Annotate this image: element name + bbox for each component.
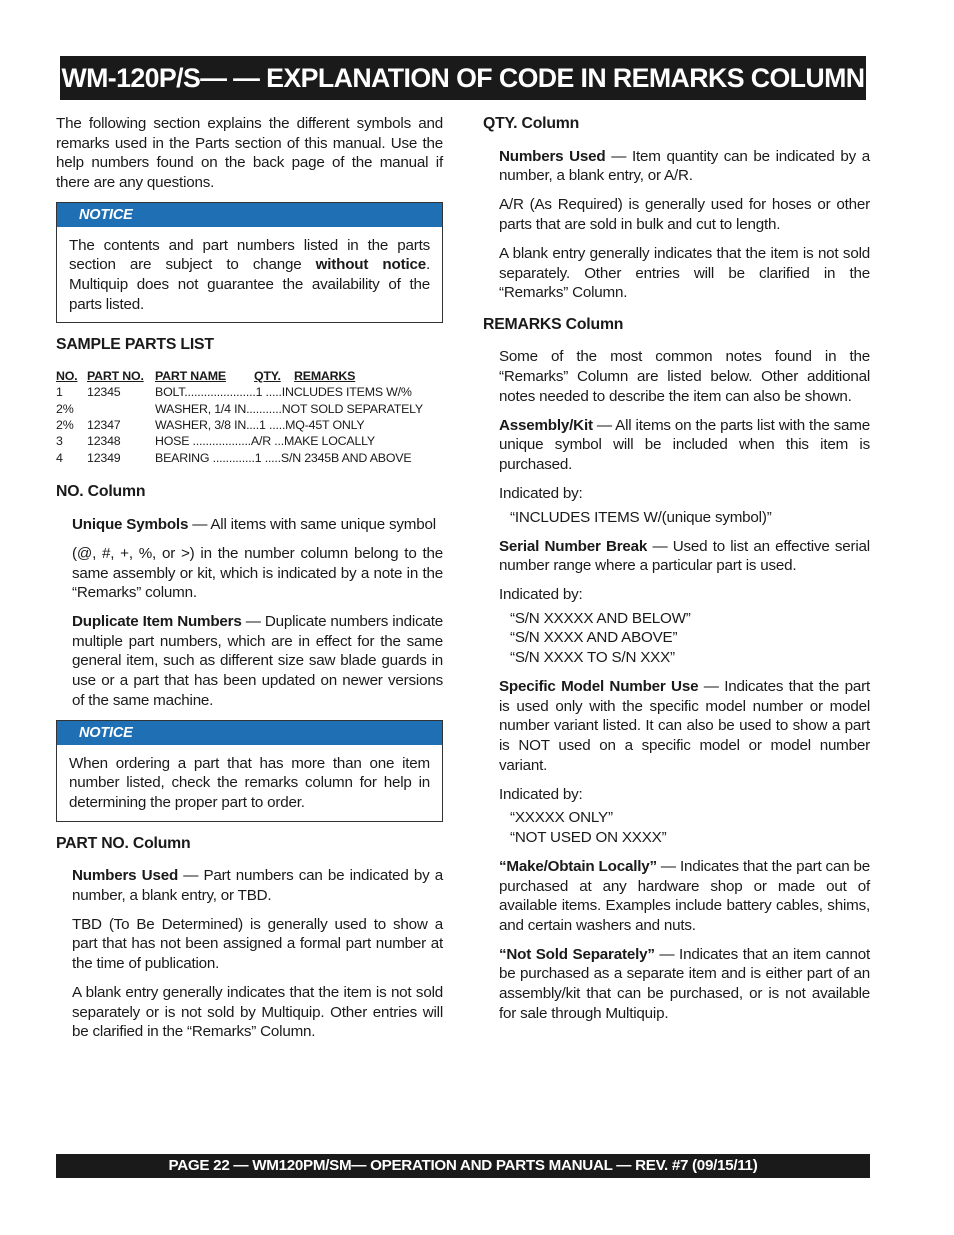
term-text: — Used to list an effective serial number range where a particular part is used. [499,537,870,575]
term-text: — Indicates that the part is used only with the specific model number or model number variant listed. It can also be used to show a part is NOT used on a specific model or model number variant. [499,678,870,774]
notice-text: When ordering a part that has more than one item number listed, check the remarks column for help in determining the proper part to order. [69,754,430,811]
right-column [483,114,870,1033]
term-label: Specific Model Number Use [499,678,699,696]
unique-symbols-paragraph [72,515,443,535]
example-text: “S/N XXXX AND ABOVE” [510,629,678,647]
part-blank-entry-paragraph: A blank entry generally indicates that the item is not sold separately or is not sold by Multiquip. Other entries will be clarified in the “Remarks” Column. [72,984,443,1041]
term-label: Numbers Used [499,147,606,165]
indicated-by-label: Indicated by: [499,484,583,502]
make-locally-paragraph [499,857,870,935]
cell-no: 2% [56,418,74,433]
remarks-column-heading: REMARKS Column [483,315,624,333]
part-no-column-heading: PART NO. Column [56,834,191,852]
symbols-paragraph: (@, #, +, %, or >) in the number column belong to the same assembly or kit, which is indicated by a note in the “Remarks” column. [72,544,443,602]
term-label: Unique Symbols [72,515,189,533]
col-header-remarks: REMARKS [294,368,356,383]
term-label: Serial Number Break [499,537,648,555]
term-label: “Make/Obtain Locally” [499,857,657,875]
notice-emphasis: without notice [315,256,426,274]
col-header-no: NO. [56,368,78,383]
remarks-intro-paragraph: Some of the most common notes found in the “Remarks” Column are listed below. Other additional notes needed to describe the item can also be shown. [499,348,870,405]
term-text: — All items on the parts list with the same unique symbol will be included when this item is purchased. [499,416,870,473]
page-footer: PAGE 22 — WM120PM/SM— OPERATION AND PARTS MANUAL — REV. #7 (09/15/11) [56,1154,870,1178]
cell-no: 4 [56,450,63,465]
intro-paragraph: The following section explains the different symbols and remarks used in the Parts section of this manual. Use the help numbers found on the back page of the manual if there are any questions. [56,115,443,191]
cell-part-no: 12348 [87,434,121,449]
assembly-kit-paragraph [499,416,870,475]
qty-blank-entry-paragraph: A blank entry generally indicates that the item is not sold separately. Other entries will be clarified in the “Remarks” Column. [499,244,870,302]
cell-details: HOSE ..................A/R ...MAKE LOCALLY [155,434,375,449]
term-label: Duplicate Item Numbers [72,613,242,631]
cell-details: BEARING .............1 .....S/N 2345B AND ABOVE [155,450,412,465]
cell-no: 2% [56,401,74,416]
notice-body [57,745,442,821]
table-row [56,417,423,433]
term-text: — Indicates that an item cannot be purchased as a separate item and is either part of an assembly/kit that can be purchased, or is not available for sale through Multiquip. [499,945,870,1022]
sample-parts-table [56,368,423,466]
notice-text: The contents and part numbers listed in the parts section are subject to change [69,236,430,274]
cell-details: BOLT......................1 .....INCLUDES ITEMS W/% [155,385,412,400]
serial-number-break-paragraph [499,537,870,576]
sample-parts-heading: SAMPLE PARTS LIST [56,336,214,354]
table-header-row [56,368,423,384]
table-row [56,450,423,466]
qty-numbers-used-paragraph [499,147,870,186]
ar-paragraph: A/R (As Required) is generally used for hoses or other parts that are sold in bulk and cut to length. [499,196,870,233]
term-text: — Duplicate numbers indicate multiple part numbers, which are in effect for the same general item, such as different size saw blade guards in use or a part that has been updated on newer versions of the same machine. [72,613,443,709]
duplicate-numbers-paragraph [72,612,443,710]
term-label: “Not Sold Separately” [499,945,655,963]
term-text: — Part numbers can be indicated by a number, a blank entry, or TBD. [72,867,443,904]
no-column-heading: NO. Column [56,483,146,501]
cell-part-no: 12345 [87,385,121,400]
notice-text-end: . Multiquip does not guarantee the availability of the parts listed. [69,256,430,313]
col-header-qty: QTY. [254,368,281,383]
part-numbers-used-paragraph [72,866,443,905]
cell-part-no: 12349 [87,450,121,465]
notice-box-contents [56,202,443,323]
notice-box-ordering [56,720,443,822]
table-row [56,384,423,400]
cell-part-no: 12347 [87,418,121,433]
notice-label: NOTICE [57,203,442,227]
col-header-part-name: PART NAME [155,368,226,383]
indicated-by-label: Indicated by: [499,785,583,803]
example-text: “S/N XXXX TO S/N XXX” [510,649,675,667]
example-text: “INCLUDES ITEMS W/(unique symbol)” [510,508,772,526]
term-text: — Indicates that the part can be purchased at any hardware shop or made out of available items. Examples include battery cables, shims, and certain washers and nuts. [499,857,870,934]
cell-no: 3 [56,434,63,449]
not-sold-separately-paragraph [499,945,870,1023]
example-text: “S/N XXXXX AND BELOW” [510,609,691,627]
specific-model-paragraph [499,677,870,775]
term-label: Numbers Used [72,867,179,885]
page-title: WM-120P/S— — EXPLANATION OF CODE IN REMARKS COLUMN [60,56,866,100]
cell-details: WASHER, 3/8 IN....1 .....MQ-45T ONLY [155,418,365,433]
table-row [56,433,423,449]
notice-label: NOTICE [57,721,442,745]
table-row [56,401,423,417]
example-text: “NOT USED ON XXXX” [510,828,667,846]
cell-no: 1 [56,385,63,400]
left-column [56,114,443,1051]
example-text: “XXXXX ONLY” [510,809,613,827]
notice-body [57,227,442,322]
term-text: — Item quantity can be indicated by a number, a blank entry, or A/R. [499,147,870,185]
cell-part-no [87,401,155,417]
col-header-part-no: PART NO. [87,368,144,383]
cell-details: WASHER, 1/4 IN...........NOT SOLD SEPARATELY [155,401,423,416]
term-label: Assembly/Kit [499,416,593,434]
tbd-paragraph: TBD (To Be Determined) is generally used to show a part that has not been assigned a formal part number at the time of publication. [72,915,443,972]
term-text: — All items with same unique symbol [188,515,436,533]
indicated-by-label: Indicated by: [499,586,583,604]
qty-column-heading: QTY. Column [483,115,580,132]
